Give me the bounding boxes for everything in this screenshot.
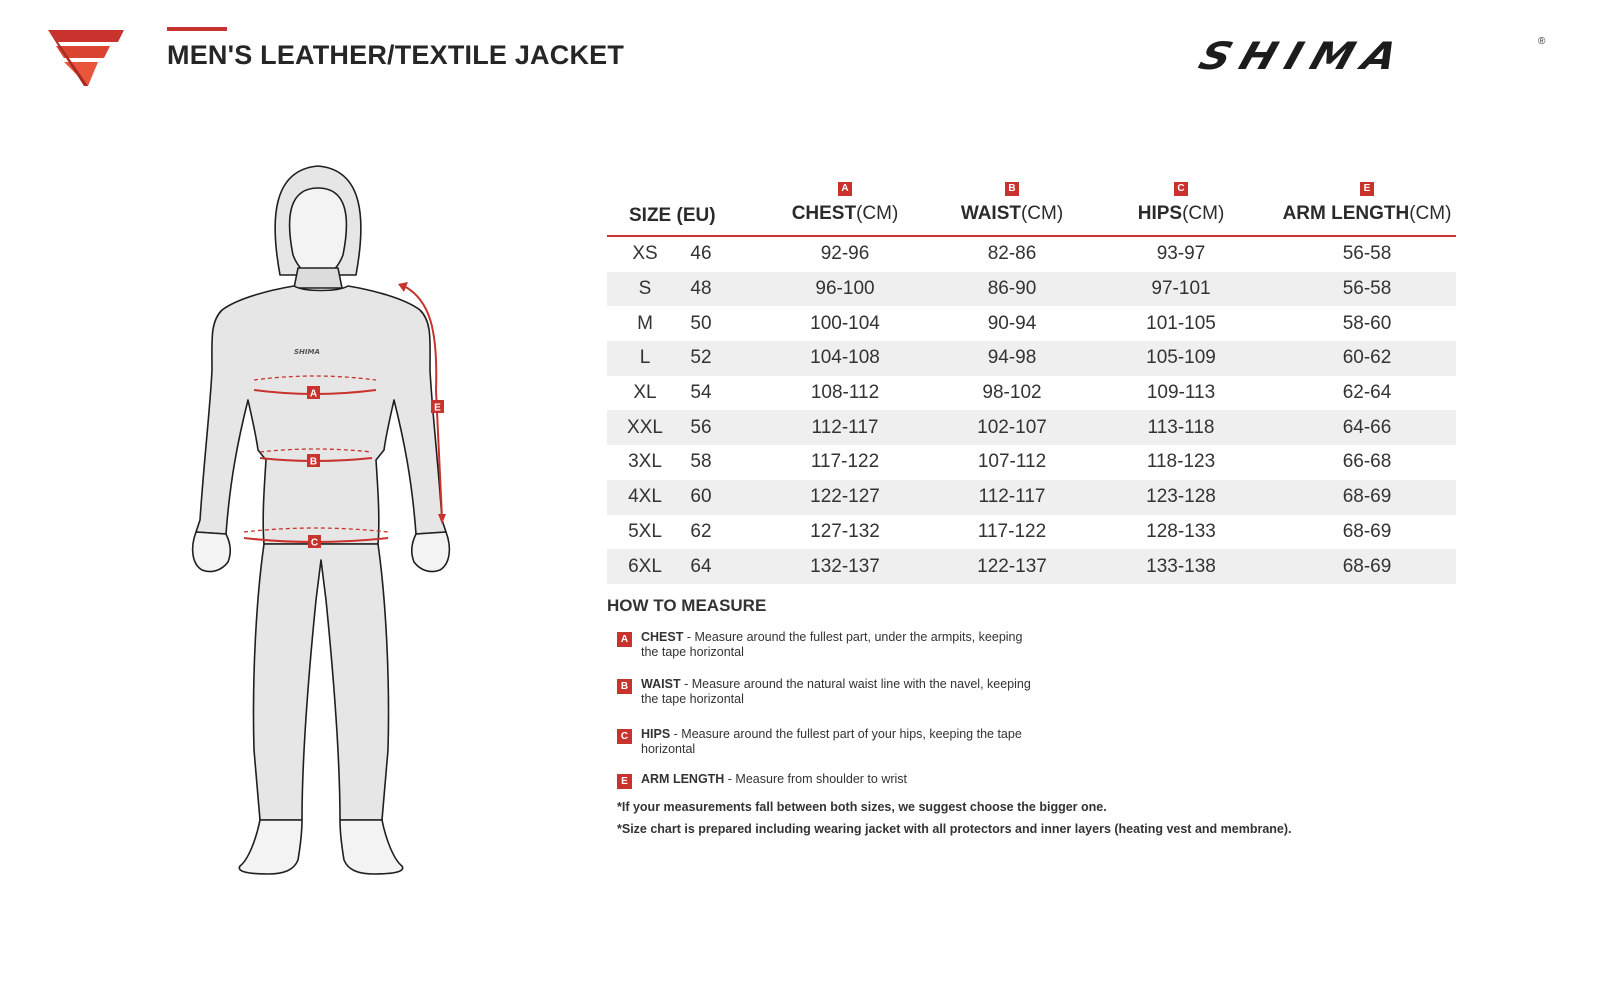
waist-cell: 94-98 [987,347,1037,369]
arm-cell: 62-64 [1342,382,1392,404]
waist-cell: 86-90 [987,278,1037,300]
chest-cell: 100-104 [810,312,880,334]
chest-cell: 92-96 [820,243,870,265]
size-cell: 5XL [628,520,662,542]
size-cell: M [637,312,653,334]
size-cell: 4XL [628,486,662,508]
eu-cell: 60 [690,486,712,508]
hips-cell: 128-133 [1146,520,1216,542]
waist-cell: 122-137 [977,555,1047,577]
size-cell: 3XL [628,451,662,473]
chest-badge: A [838,182,852,196]
chest-cell: 96-100 [815,278,875,300]
table-row [607,272,1456,307]
chest-cell: 132-137 [810,555,880,577]
arm-cell: 68-69 [1342,520,1392,542]
arm-cell: 56-58 [1342,278,1392,300]
arm-cell: 68-69 [1342,486,1392,508]
arm-cell: 68-69 [1342,555,1392,577]
waist-column-header: WAIST(CM) [960,203,1064,224]
table-header [607,176,1456,237]
eu-cell: 58 [690,451,712,473]
chest-cell: 127-132 [810,520,880,542]
chest-marker: A [309,388,318,400]
registered-mark: ® [1538,36,1546,47]
table-row [607,549,1456,584]
measure-text: ARM LENGTH - Measure from shoulder to wrist [641,772,908,786]
table-row [607,480,1456,515]
chest-cell: 104-108 [810,347,880,369]
footnote-sizes: *If your measurements fall between both sizes, we suggest choose the bigger one. [617,800,1107,814]
hips-cell: 123-128 [1146,486,1216,508]
waist-cell: 102-107 [977,416,1047,438]
brand-mark-icon [48,28,126,88]
hips-badge: C [617,729,632,744]
size-cell: XL [633,382,657,404]
hips-cell: 109-113 [1146,382,1216,404]
eu-cell: 48 [690,278,712,300]
table-row [607,445,1456,480]
arm-marker: E [434,402,441,414]
hips-badge: C [1174,182,1188,196]
hips-cell: 97-101 [1151,278,1211,300]
eu-cell: 50 [690,312,712,334]
footnote-protectors: *Size chart is prepared including wearing jacket with all protectors and inner layers (heating vest and membrane). [617,822,1292,836]
title-accent-bar [167,27,227,31]
chest-cell: 112-117 [811,416,879,438]
eu-cell: 54 [690,382,712,404]
waist-cell: 90-94 [987,312,1037,334]
chest-badge: A [617,632,632,647]
measure-text: HIPS - Measure around the fullest part of your hips, keeping the tape horizontal [641,727,1022,756]
size-cell: 6XL [628,555,662,577]
hips-cell: 101-105 [1146,312,1216,334]
shirt-logo-text: SHIMA [294,348,320,356]
hips-column-header: HIPS(CM) [1137,203,1225,224]
chest-cell: 108-112 [810,382,880,404]
waist-cell: 98-102 [982,382,1042,404]
size-cell: S [638,278,652,300]
arm-length-badge: E [1360,182,1374,196]
arm-cell: 56-58 [1342,243,1392,265]
arm-cell: 60-62 [1342,347,1392,369]
size-cell: L [639,347,651,369]
brand-logo [1193,34,1546,79]
measure-text: WAIST - Measure around the natural waist line with the navel, keeping the tape horizontal [641,677,1031,706]
waist-cell: 82-86 [987,243,1037,265]
hips-cell: 133-138 [1146,555,1216,577]
table-row [607,306,1456,341]
brand-logo-text: SHIMA [1193,34,1414,79]
hips-cell: 118-123 [1146,451,1216,473]
table-row [607,515,1456,550]
chest-cell: 117-122 [810,451,880,473]
waist-badge: B [617,679,632,694]
size-cell: XXL [627,416,663,438]
size-column-header: SIZE (EU) [629,205,716,226]
size-cell: XS [632,243,658,265]
chest-cell: 122-127 [810,486,880,508]
size-table [607,176,1456,584]
table-row [607,376,1456,411]
hips-marker: C [310,537,319,549]
hips-cell: 93-97 [1156,243,1206,265]
chest-column-header: CHEST(CM) [791,203,899,224]
waist-marker: B [309,456,318,468]
waist-cell: 117-122 [977,520,1047,542]
hips-cell: 105-109 [1146,347,1216,369]
waist-cell: 112-117 [978,486,1046,508]
waist-badge: B [1005,182,1019,196]
eu-cell: 56 [690,416,712,438]
how-to-measure-heading: HOW TO MEASURE [607,596,767,615]
table-row [607,341,1456,376]
arm-length-badge: E [617,774,632,789]
arm-length-column-header: ARM LENGTH(CM) [1282,203,1452,224]
table-row [607,410,1456,445]
hips-cell: 113-118 [1147,416,1215,438]
arm-cell: 58-60 [1342,312,1392,334]
eu-cell: 64 [690,555,712,577]
eu-cell: 52 [690,347,712,369]
waist-cell: 107-112 [977,451,1047,473]
page-title: MEN'S LEATHER/TEXTILE JACKET [167,40,625,70]
body-measurement-figure [190,160,480,900]
eu-cell: 62 [690,520,712,542]
table-row [607,237,1456,272]
measure-text: CHEST - Measure around the fullest part, under the armpits, keeping the tape horizontal [641,630,1023,659]
arm-cell: 64-66 [1342,416,1392,438]
arm-cell: 66-68 [1342,451,1392,473]
eu-cell: 46 [690,243,712,265]
